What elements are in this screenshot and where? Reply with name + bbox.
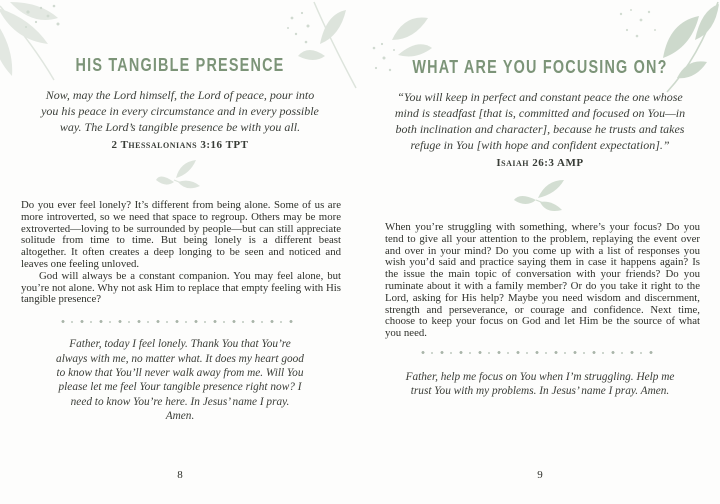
scripture-quote: Now, may the Lord himself, the Lord of peace, pour into you his peace in every circumstance and in every possible way. The Lord’s tangible presence be with you all. [41, 88, 319, 134]
page-body-paragraph: God will always be a constant companion. You may feel alone, but you’re not alone. Why not ask Him to replace that empty feeling with His tangible presence? [21, 269, 341, 306]
leaf-sprig-left-icon [154, 158, 206, 192]
scripture-quote: “You will keep in perfect and constant peace the one whose mind is steadfast [that is, committed and focused on You—in both inclination and character], because he trusts and takes refuge in You [with hope and confident expectation].” [394, 90, 686, 152]
dotted-divider [61, 319, 299, 324]
page-title: HIS TANGIBLE PRESENCE [75, 55, 285, 75]
scripture-reference: Isaiah 26:3 AMP [496, 157, 584, 169]
scripture-reference: 2 Thessalonians 3:16 TPT [111, 139, 249, 151]
leaf-sprig-right-icon [512, 176, 568, 214]
prayer-text: Father, today I feel lonely. Thank You that You’re always with me, no matter what. It does my heart good to know that You’ll never walk away from me. Will You please let me feel Your tangible presence right now? I need to know You’re here. In Jesus’ name I pray. Amen. [56, 338, 304, 423]
page-number: 9 [537, 469, 543, 481]
prayer-text: Father, help me focus on You when I’m struggling. Help me trust You with my problems. In Jesus’ name I pray. Amen. [405, 370, 675, 398]
page-number: 8 [177, 469, 183, 481]
page-body-paragraph: Do you ever feel lonely? It’s different from being alone. Some of us are more introverted, so we need that space to regroup. Others may be more extroverted—loving to be surrounded by people—but can still appreciate solitude from time to time. But being lonely is a different beast altogether. It often creates a deep longing to be seen and noticed and leaves one feeling unloved. [21, 199, 341, 270]
dotted-divider [421, 350, 659, 355]
page-title: WHAT ARE YOU FOCUSING ON? [412, 57, 668, 77]
page-body-paragraph: When you’re struggling with something, where’s your focus? Do you tend to give all your attention to the problem, replaying the event over and over in your mind? Do you come up with a list of responses you wish you’d said and practice saying them in case it happens again? Is the issue the main topic of conversation with your friends? Do you ruminate about it with a family member? Or do you take it right to the Lord, asking for His help? Maybe you need wisdom and discernment, strength and perseverance, or courage and confidence. Next time, choose to keep your focus on God and let Him be the source of what you need. [385, 221, 700, 340]
page-right [360, 0, 720, 504]
